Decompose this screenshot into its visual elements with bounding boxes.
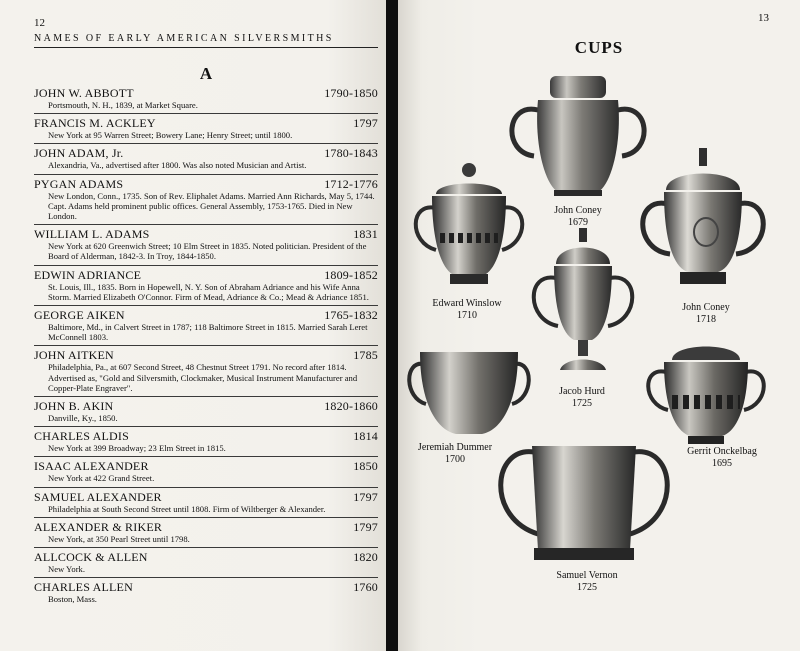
silversmith-name: JOHN B. AKIN xyxy=(34,399,114,414)
silversmith-name: WILLIAM L. ADAMS xyxy=(34,227,150,242)
silversmith-name: JOHN AITKEN xyxy=(34,348,114,363)
active-dates: 1850 xyxy=(353,459,378,474)
section-letter: A xyxy=(199,64,213,83)
entry xyxy=(34,143,378,173)
silversmith-name: ALLCOCK & ALLEN xyxy=(34,550,148,565)
entry-head xyxy=(34,399,378,413)
entry xyxy=(34,84,378,113)
entry-description: New London, Conn., 1735. Son of Rev. Eliphalet Adams. Married Ann Richards, May 5, 1744. Capt. Adams held prominent public offices. General Assembly, 1753-1765. Died in New London. xyxy=(48,190,375,222)
entry-description: Danville, Ky., 1850. xyxy=(48,413,118,424)
cup-image-hurd-1725 xyxy=(518,228,648,376)
silversmith-name: FRANCIS M. ACKLEY xyxy=(34,116,156,131)
active-dates: 1831 xyxy=(353,227,378,242)
entry xyxy=(34,174,378,225)
entry xyxy=(34,265,378,305)
active-dates: 1785 xyxy=(353,348,378,363)
active-dates: 1820-1860 xyxy=(324,399,378,414)
cup-image-onckelbag-1695 xyxy=(636,338,776,448)
entry-description: Philadelphia at South Second Street until 1808. Firm of Wiltberger & Alexander. xyxy=(48,503,326,514)
entry-description: New York. xyxy=(48,564,86,575)
entry-description: Boston, Mass. xyxy=(48,594,97,605)
active-dates: 1780-1843 xyxy=(324,146,378,161)
cup-image-vernon-1725 xyxy=(484,438,684,566)
plate-title: CUPS xyxy=(574,38,624,57)
entry-head xyxy=(34,550,378,564)
entry xyxy=(34,224,378,264)
page-number-right: 13 xyxy=(758,12,769,24)
active-dates: 1765-1832 xyxy=(324,308,378,323)
entry-description: St. Louis, Ill., 1835. Born in Hopewell, N. Y. Son of Abraham Adriance and his Wife Anna Storm. Married Elizabeth O'Connor. Firm of Mead, Adriance & Co.; Mead & Adriance 1851. xyxy=(48,281,369,302)
entry-head xyxy=(34,86,378,100)
entry-description: Philadelphia, Pa., at 607 Second Street, 48 Chestnut Street 1791. No record after 1814. Advertised as, "Gold and Silversmith, Clockmaker, Musical Instrument Manufacturer and Copper-Plate Engraver". xyxy=(48,362,358,393)
cup-image-winslow-1710 xyxy=(406,158,532,294)
caption-onckelbag-1695: Gerrit Onckelbag 1695 xyxy=(687,446,757,469)
active-dates: 1814 xyxy=(353,429,378,444)
entry-description: Alexandria, Va., advertised after 1800. Was also noted Musician and Artist. xyxy=(48,160,307,171)
caption-winslow-1710: Edward Winslow 1710 xyxy=(432,298,502,321)
entry-head xyxy=(34,520,378,534)
entry xyxy=(34,345,378,396)
entry-description: New York at 95 Warren Street; Bowery Lane; Henry Street; until 1800. xyxy=(48,130,293,141)
silversmith-name: ALEXANDER & RIKER xyxy=(34,519,163,534)
right-page xyxy=(398,0,800,651)
entry xyxy=(34,426,378,456)
silversmith-name: CHARLES ALDIS xyxy=(34,429,129,444)
entry-description: Portsmouth, N. H., 1839, at Market Square. xyxy=(48,100,198,110)
entry xyxy=(34,305,378,345)
left-page xyxy=(0,0,386,651)
silversmith-name: GEORGE AIKEN xyxy=(34,308,125,323)
entry-head xyxy=(34,146,378,160)
active-dates: 1712-1776 xyxy=(324,176,378,191)
entry-head xyxy=(34,459,378,473)
entry xyxy=(34,456,378,486)
entry-list xyxy=(34,84,378,607)
entry xyxy=(34,396,378,426)
caption-coney-1718: John Coney 1718 xyxy=(682,302,730,325)
entry-head xyxy=(34,580,378,594)
silversmith-name: ISAAC ALEXANDER xyxy=(34,459,149,474)
book-gutter xyxy=(386,0,398,651)
active-dates: 1809-1852 xyxy=(324,267,378,282)
caption-coney-1679: John Coney 1679 xyxy=(554,205,602,228)
active-dates: 1797 xyxy=(353,519,378,534)
running-head: NAMES OF EARLY AMERICAN SILVERSMITHS xyxy=(34,33,334,44)
silversmith-name: JOHN W. ABBOTT xyxy=(34,86,134,100)
silversmith-name: SAMUEL ALEXANDER xyxy=(34,489,162,504)
entry-head xyxy=(34,490,378,504)
entry-description: Baltimore, Md., in Calvert Street in 1787; 118 Baltimore Street in 1815. Married Sarah Leret McConnell 1803. xyxy=(48,322,368,343)
silversmith-name: PYGAN ADAMS xyxy=(34,176,124,191)
entry xyxy=(34,113,378,143)
entry-head xyxy=(34,227,378,241)
entry xyxy=(34,577,378,607)
entry xyxy=(34,517,378,547)
entry-description: New York at 620 Greenwich Street; 10 Elm Street in 1835. Noted politician. President of the Board of Alderman, 1842-3. In Troy, 1844-1850. xyxy=(48,241,367,262)
cup-image-coney-1718 xyxy=(628,146,778,296)
active-dates: 1820 xyxy=(353,550,378,565)
entry-head xyxy=(34,348,378,362)
caption-vernon-1725: Samuel Vernon 1725 xyxy=(556,570,618,593)
silversmith-name: JOHN ADAM, Jr. xyxy=(34,146,124,161)
entry-head xyxy=(34,429,378,443)
cup-image-dummer-1700 xyxy=(402,346,536,440)
entry-head xyxy=(34,177,378,191)
active-dates: 1797 xyxy=(353,116,378,131)
entry-head xyxy=(34,116,378,130)
silversmith-name: EDWIN ADRIANCE xyxy=(34,267,142,282)
caption-hurd-1725: Jacob Hurd 1725 xyxy=(559,386,605,409)
entry-head xyxy=(34,268,378,282)
active-dates: 1760 xyxy=(353,580,378,595)
silversmith-name: CHARLES ALLEN xyxy=(34,580,133,595)
entry-description: New York at 399 Broadway; 23 Elm Street in 1815. xyxy=(48,443,226,454)
caption-dummer-1700: Jeremiah Dummer 1700 xyxy=(417,442,493,465)
entry xyxy=(34,547,378,577)
head-rule xyxy=(34,47,378,48)
entry-description: New York at 422 Grand Street. xyxy=(48,473,155,484)
active-dates: 1797 xyxy=(353,489,378,504)
entry-description: New York, at 350 Pearl Street until 1798. xyxy=(48,533,190,544)
entry xyxy=(34,487,378,517)
active-dates: 1790-1850 xyxy=(324,86,378,100)
entry-head xyxy=(34,308,378,322)
page-number-left: 12 xyxy=(34,17,45,29)
